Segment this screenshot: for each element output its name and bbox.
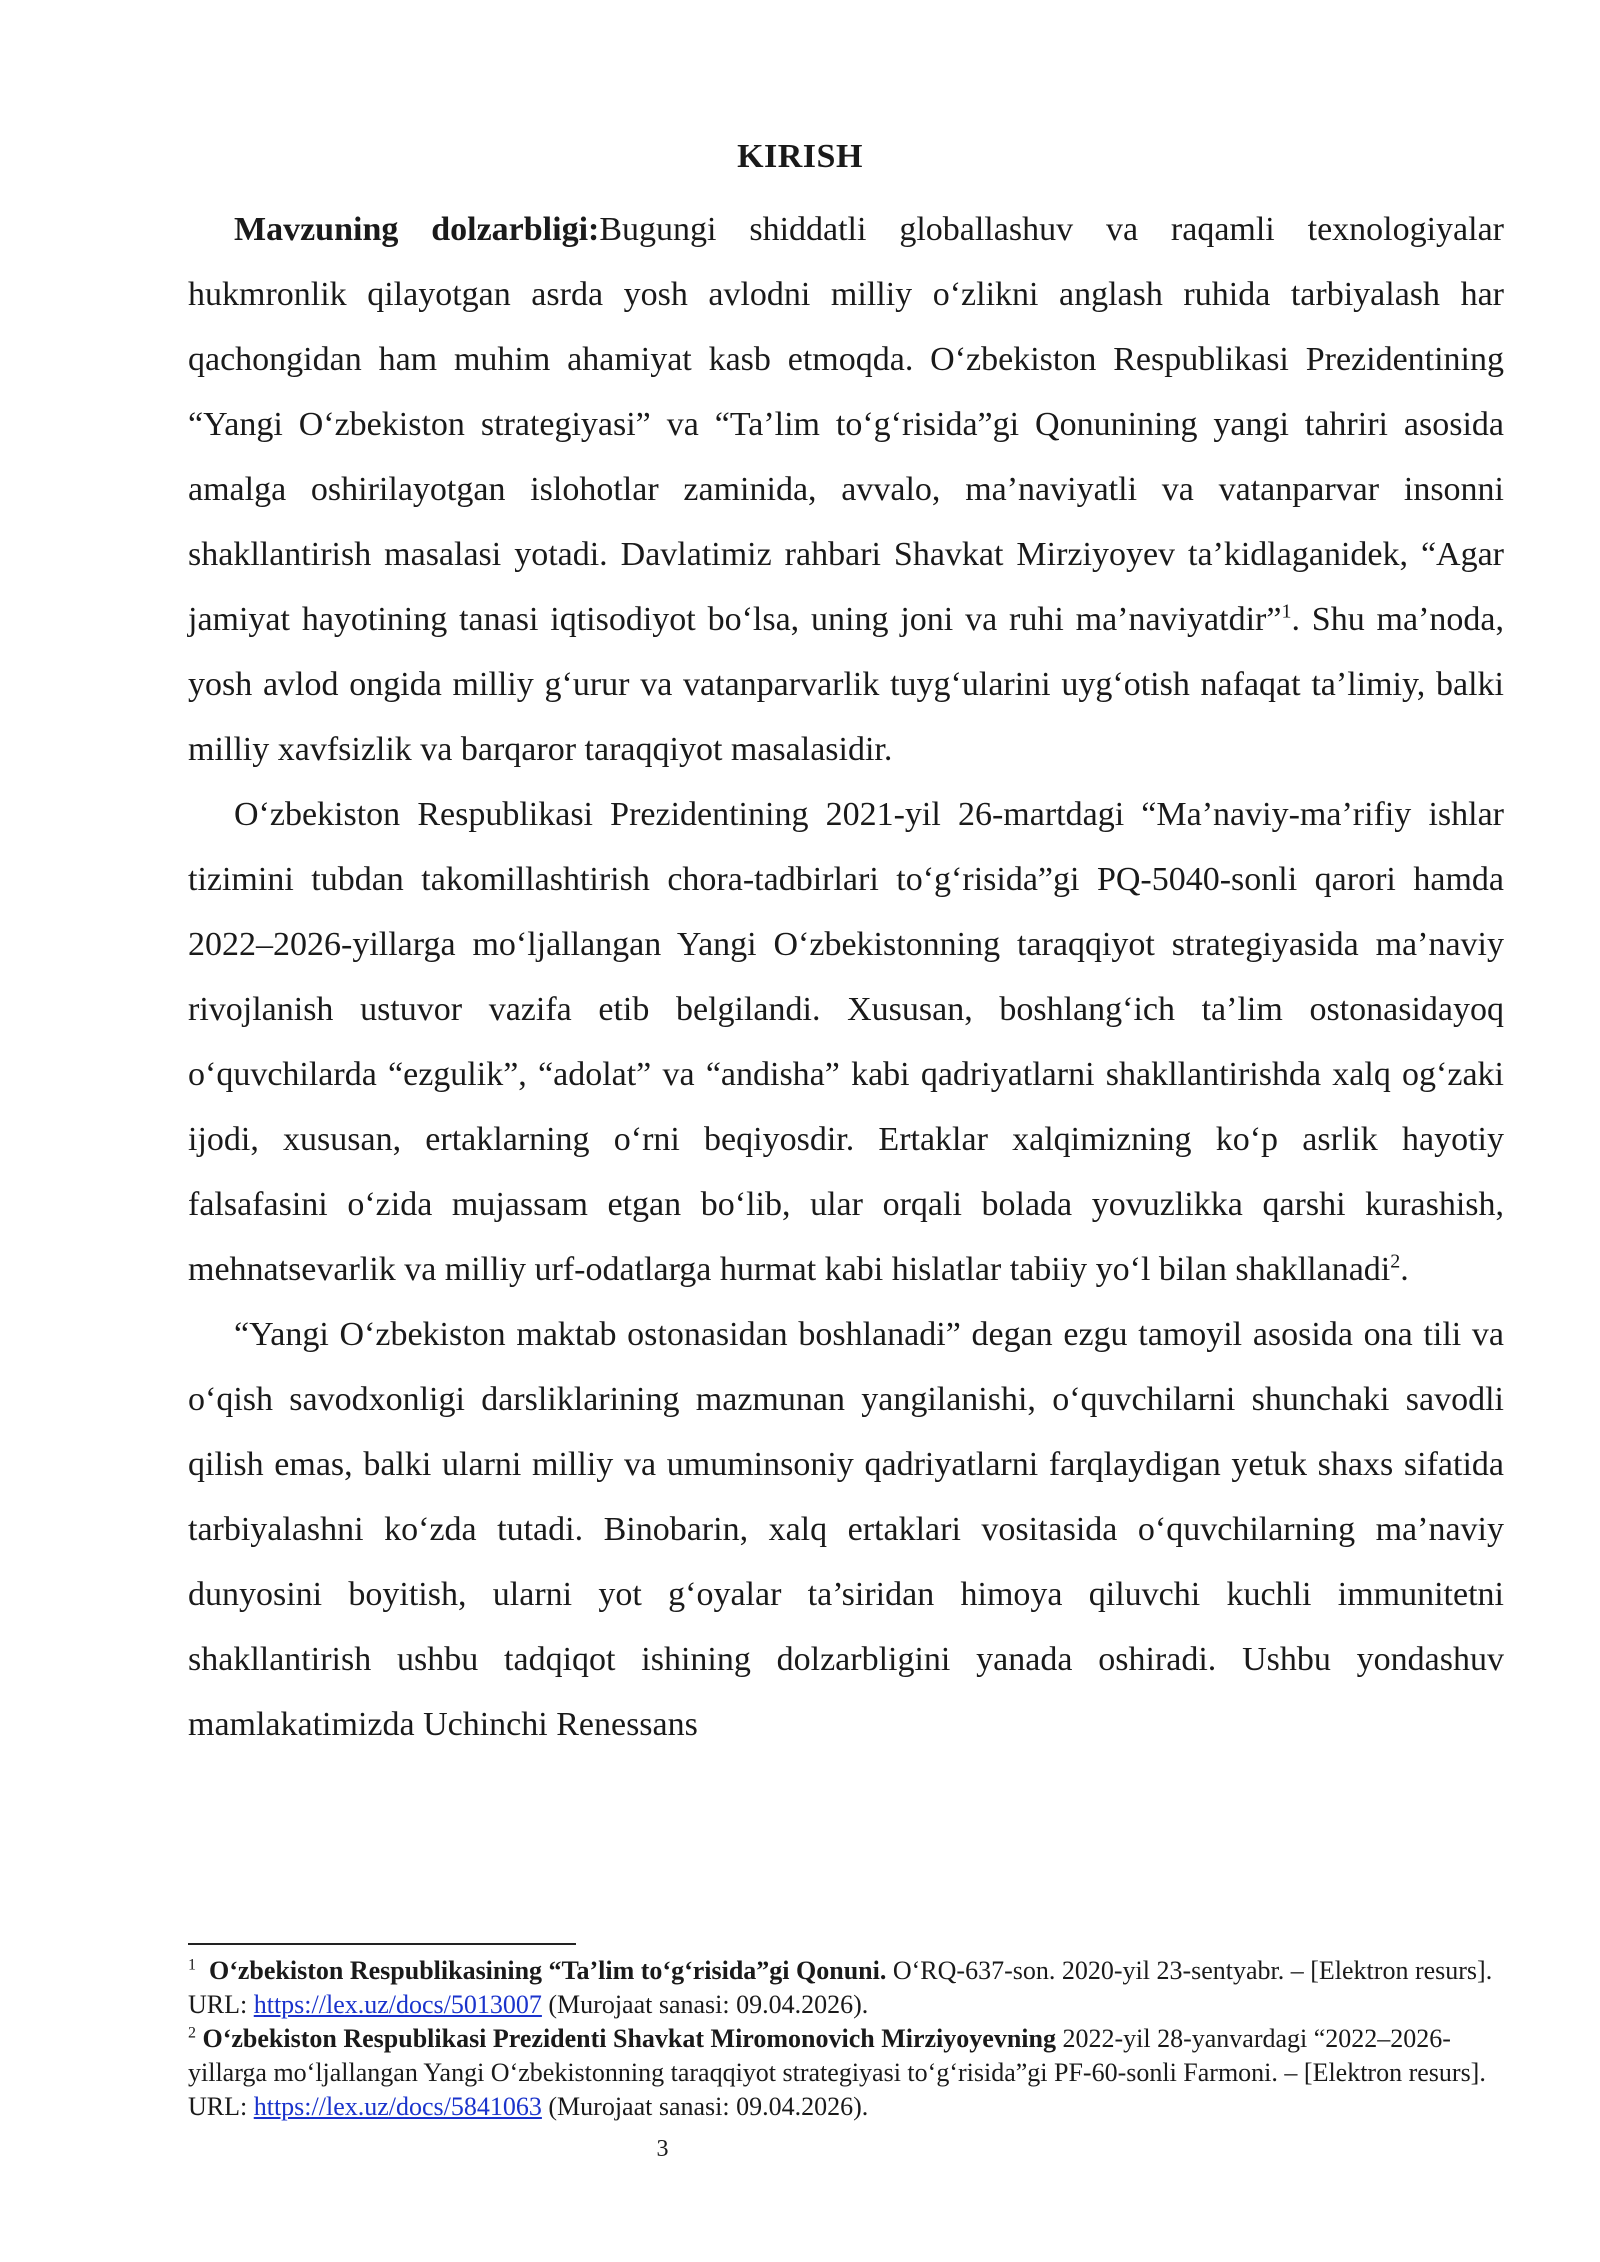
paragraph-2-text-b: .: [1400, 1251, 1409, 1288]
paragraph-1-text-b: . Shu ma’noda, yosh avlod ongida milliy g‘urur va vatanparvarlik tuyg‘ularini uyg‘otish nafaqat ta’limiy, balki milliy xavfsizlik va barqaror taraqqiyot masalasidir.: [188, 601, 1505, 768]
footnote-2-link[interactable]: https://lex.uz/docs/5841063: [253, 2092, 542, 2121]
paragraph-2-text-a: O‘zbekiston Respublikasi Prezidentining 2021-yil 26-martdagi “Ma’naviy-ma’rifiy ishlar tizimini tubdan takomillashtirish chora-tadbirlari to‘g‘risida”gi PQ-5040-sonli qarori hamda 2022–2026-yillarga mo‘ljallangan Yangi O‘zbekistonning taraqqiyot strategiyasida ma’naviy rivojlanish ustuvor vazifa etib belgilandi. Xususan, boshlang‘ich ta’lim ostonasidayoq o‘quvchilarda “ezgulik”, “adolat” va “andisha” kabi qadriyatlarni shakllantirishda xalq og‘zaki ijodi, xususan, ertaklarning o‘rni beqiyosdir. Ertaklar xalqimizning ko‘p asrlik hayotiy falsafasini o‘zida mujassam etgan bo‘lib, ular orqali bolada yovuzlikka qarshi kurashish, mehnatsevarlik va milliy urf-odatlarga hurmat kabi hislatlar tabiiy yo‘l bilan shakllanadi: [188, 796, 1504, 1288]
footnote-1: [188, 1954, 1504, 2022]
footnote-ref-2[interactable]: 2: [1390, 1250, 1401, 1273]
footnotes: [188, 1954, 1504, 2124]
footnote-ref-1[interactable]: 1: [1281, 600, 1292, 623]
paragraph-3: [188, 1302, 1504, 1757]
paragraph-3-text: “Yangi O‘zbekiston maktab ostonasidan boshlanadi” degan ezgu tamoyil asosida ona tili va o‘qish savodxonligi darsliklarining mazmunan yangilanishi, o‘quvchilarni shunchaki savodli qilish emas, balki ularni milliy va umuminsoniy qadriyatlarni farqlaydigan yetuk shaxs sifatida tarbiyalashni ko‘zda tutadi. Binobarin, xalq ertaklari vositasida o‘quvchilarning ma’naviy dunyosini boyitish, ularni yot g‘oyalar ta’siridan himoya qiluvchi kuchli immunitetni shakllantirish ushbu tadqiqot ishining dolzarbligini yanada oshiradi. Ushbu yondashuv mamlakatimizda Uchinchi Renessans: [188, 1316, 1504, 1743]
footnote-1-link[interactable]: https://lex.uz/docs/5013007: [253, 1990, 542, 2019]
footnote-1-marker: 1: [188, 1956, 196, 1974]
footnote-1-title: O‘zbekiston Respublikasining “Ta’lim to‘g‘risida”gi Qonuni.: [209, 1956, 887, 1985]
paragraph-1: [188, 197, 1504, 782]
section-heading: KIRISH: [737, 138, 863, 175]
footnote-2-marker: 2: [188, 2024, 196, 2042]
paragraph-2: [188, 782, 1504, 1302]
lead-label: Mavzuning dolzarbligi:: [234, 211, 600, 248]
body-text: [188, 197, 1504, 1757]
footnote-2: [188, 2022, 1504, 2124]
footnote-2-text: 2022-yil 28-yanvardagi “2022–2026-yillarga mo‘ljallangan Yangi O‘zbekistonning taraqqiyot strategiyasi to‘g‘risida”gi PF-60-sonli Farmoni. – [Elektron resurs]. URL:: [188, 2024, 1486, 2121]
footnote-1-tail: (Murojaat sanasi: 09.04.2026).: [541, 1990, 869, 2019]
footnote-separator: [188, 1943, 576, 1945]
paragraph-1-text-a: Bugungi shiddatli globallashuv va raqamli texnologiyalar hukmronlik qilayotgan asrda yosh avlodni milliy o‘zlikni anglash ruhida tarbiyalash har qachongidan ham muhim ahamiyat kasb etmoqda. O‘zbekiston Respublikasi Prezidentining “Yangi O‘zbekiston strategiyasi” va “Ta’lim to‘g‘risida”gi Qonunining yangi tahriri asosida amalga oshirilayotgan islohotlar zaminida, avvalo, ma’naviyatli va vatanparvar insonni shakllantirish masalasi yotadi. Davlatimiz rahbari Shavkat Mirziyoyev ta’kidlaganidek, “Agar jamiyat hayotining tanasi iqtisodiyot bo‘lsa, uning joni va ruhi ma’naviyatdir”: [188, 211, 1505, 638]
page-number: 3: [656, 2136, 669, 2162]
footnote-1-text: O‘RQ-637-son. 2020-yil 23-sentyabr. – [Elektron resurs]. URL:: [188, 1956, 1493, 2019]
footnote-2-tail: (Murojaat sanasi: 09.04.2026).: [541, 2092, 869, 2121]
footnote-2-title: O‘zbekiston Respublikasi Prezidenti Shavkat Miromonovich Mirziyoyevning: [202, 2024, 1056, 2053]
